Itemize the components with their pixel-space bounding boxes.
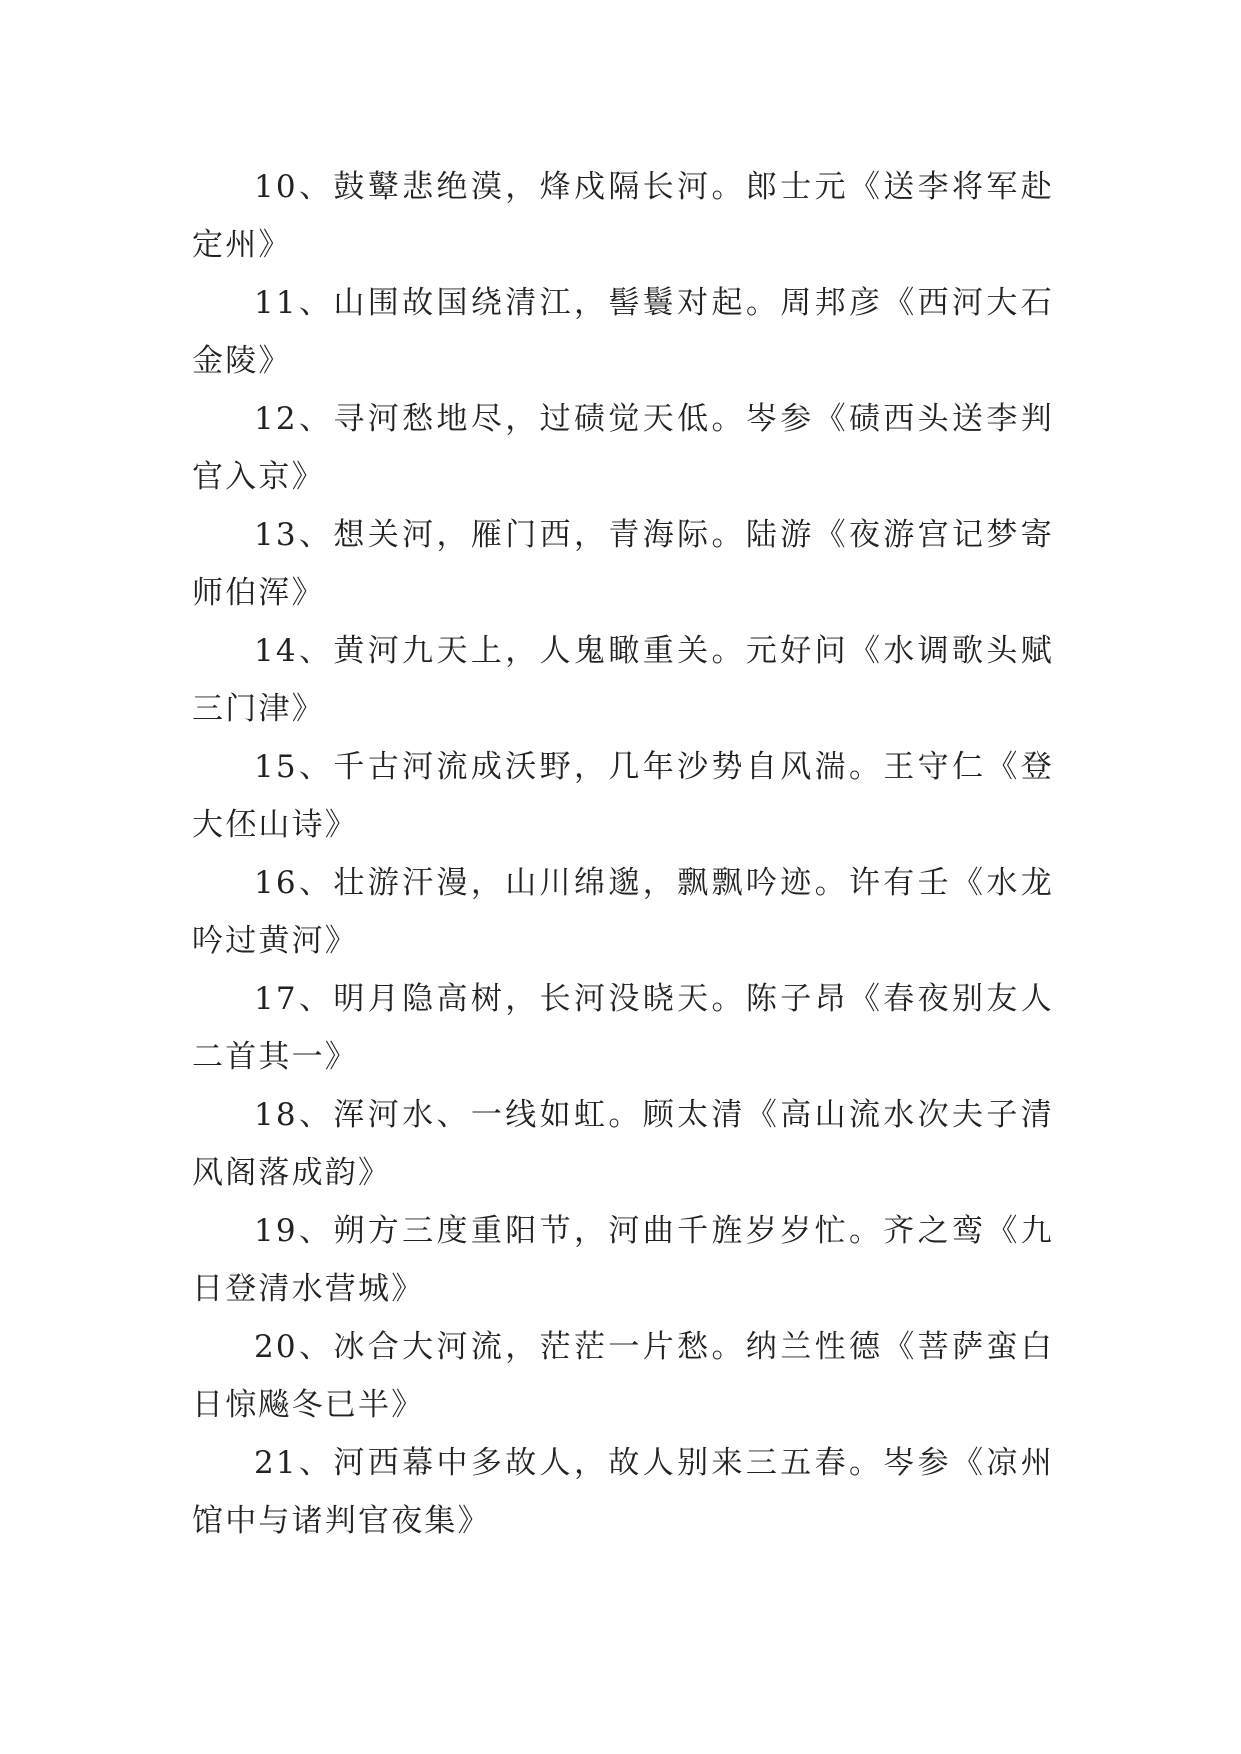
list-item: 18、浑河水、一线如虹。顾太清《高山流水次夫子清风阁落成韵》 (192, 1097, 1054, 1191)
list-item: 11、山围故国绕清江，髻鬟对起。周邦彦《西河大石金陵》 (192, 285, 1054, 379)
list-item: 10、鼓鼙悲绝漠，烽戍隔长河。郎士元《送李将军赴定州》 (192, 169, 1054, 263)
list-item: 17、明月隐高树，长河没晓天。陈子昂《春夜别友人二首其一》 (192, 981, 1054, 1075)
list-item: 21、河西幕中多故人，故人别来三五春。岑参《凉州馆中与诸判官夜集》 (192, 1445, 1054, 1539)
poem-list (192, 158, 1054, 1550)
list-item: 12、寻河愁地尽，过碛觉天低。岑参《碛西头送李判官入京》 (192, 401, 1054, 495)
list-item: 19、朔方三度重阳节，河曲千旌岁岁忙。齐之鸾《九日登清水营城》 (192, 1213, 1054, 1307)
list-item: 15、千古河流成沃野，几年沙势自风湍。王守仁《登大伾山诗》 (192, 749, 1054, 843)
list-item: 14、黄河九天上，人鬼瞰重关。元好问《水调歌头赋三门津》 (192, 633, 1054, 727)
list-item: 13、想关河，雁门西，青海际。陆游《夜游宫记梦寄师伯浑》 (192, 517, 1054, 611)
list-item: 20、冰合大河流，茫茫一片愁。纳兰性德《菩萨蛮白日惊飚冬已半》 (192, 1329, 1054, 1423)
list-item: 16、壮游汗漫，山川绵邈，飘飘吟迹。许有壬《水龙吟过黄河》 (192, 865, 1054, 959)
